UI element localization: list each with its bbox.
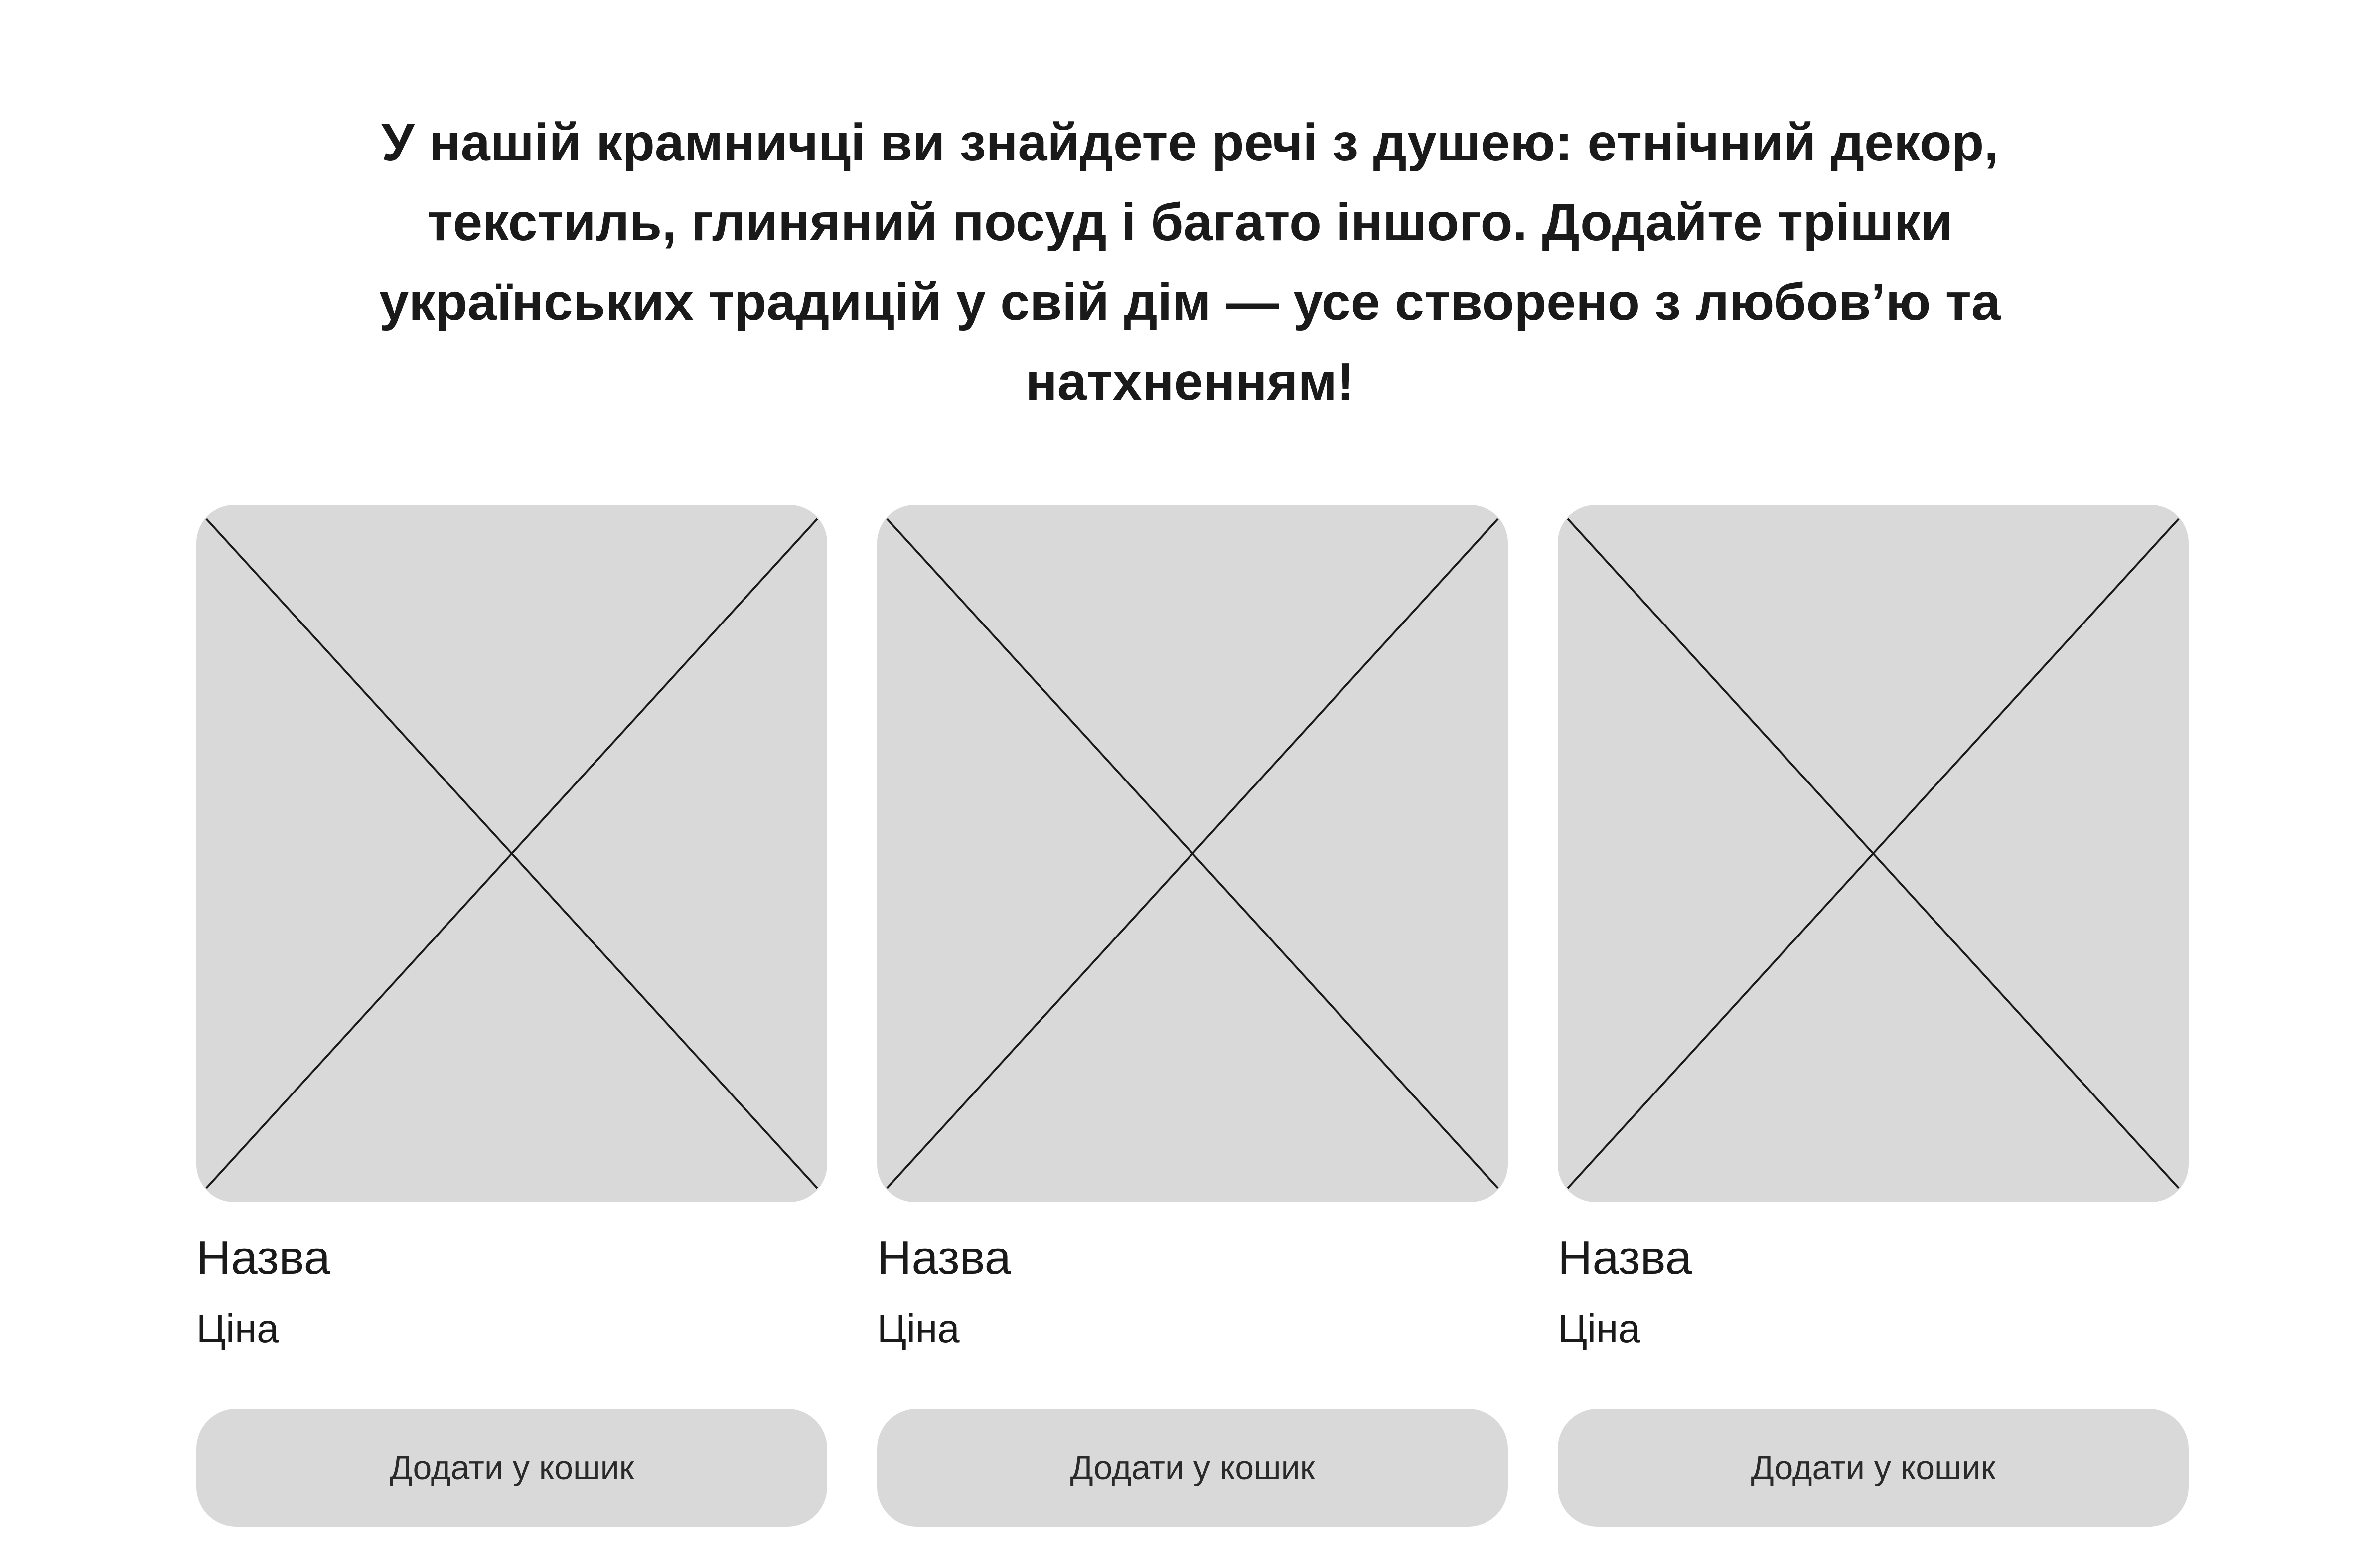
product-price: Ціна [877,1306,960,1351]
product-price: Ціна [196,1306,279,1351]
intro-text: У нашій крамничці ви знайдете речі з душею: етнічний декор, текстиль, глиняний посуд і багато іншого. Додайте трішки українських традицій у свій дім — усе створено з любов’ю та натхненням! [379,113,2001,411]
add-to-cart-button[interactable]: Додати у кошик [1558,1409,2189,1527]
product-card [196,505,827,1487]
intro-section [0,103,2380,422]
image-placeholder-icon [196,505,827,1202]
image-placeholder-icon [1558,505,2189,1202]
product-name: Назва [196,1231,330,1284]
product-card [1558,505,2189,1487]
image-placeholder-icon [877,505,1508,1202]
product-image[interactable] [1558,505,2189,1202]
product-name: Назва [1558,1231,1692,1284]
product-price: Ціна [1558,1306,1640,1351]
product-image[interactable] [196,505,827,1202]
product-name: Назва [877,1231,1011,1284]
add-to-cart-button[interactable]: Додати у кошик [877,1409,1508,1527]
product-card [877,505,1508,1487]
product-image[interactable] [877,505,1508,1202]
add-to-cart-button[interactable]: Додати у кошик [196,1409,827,1527]
